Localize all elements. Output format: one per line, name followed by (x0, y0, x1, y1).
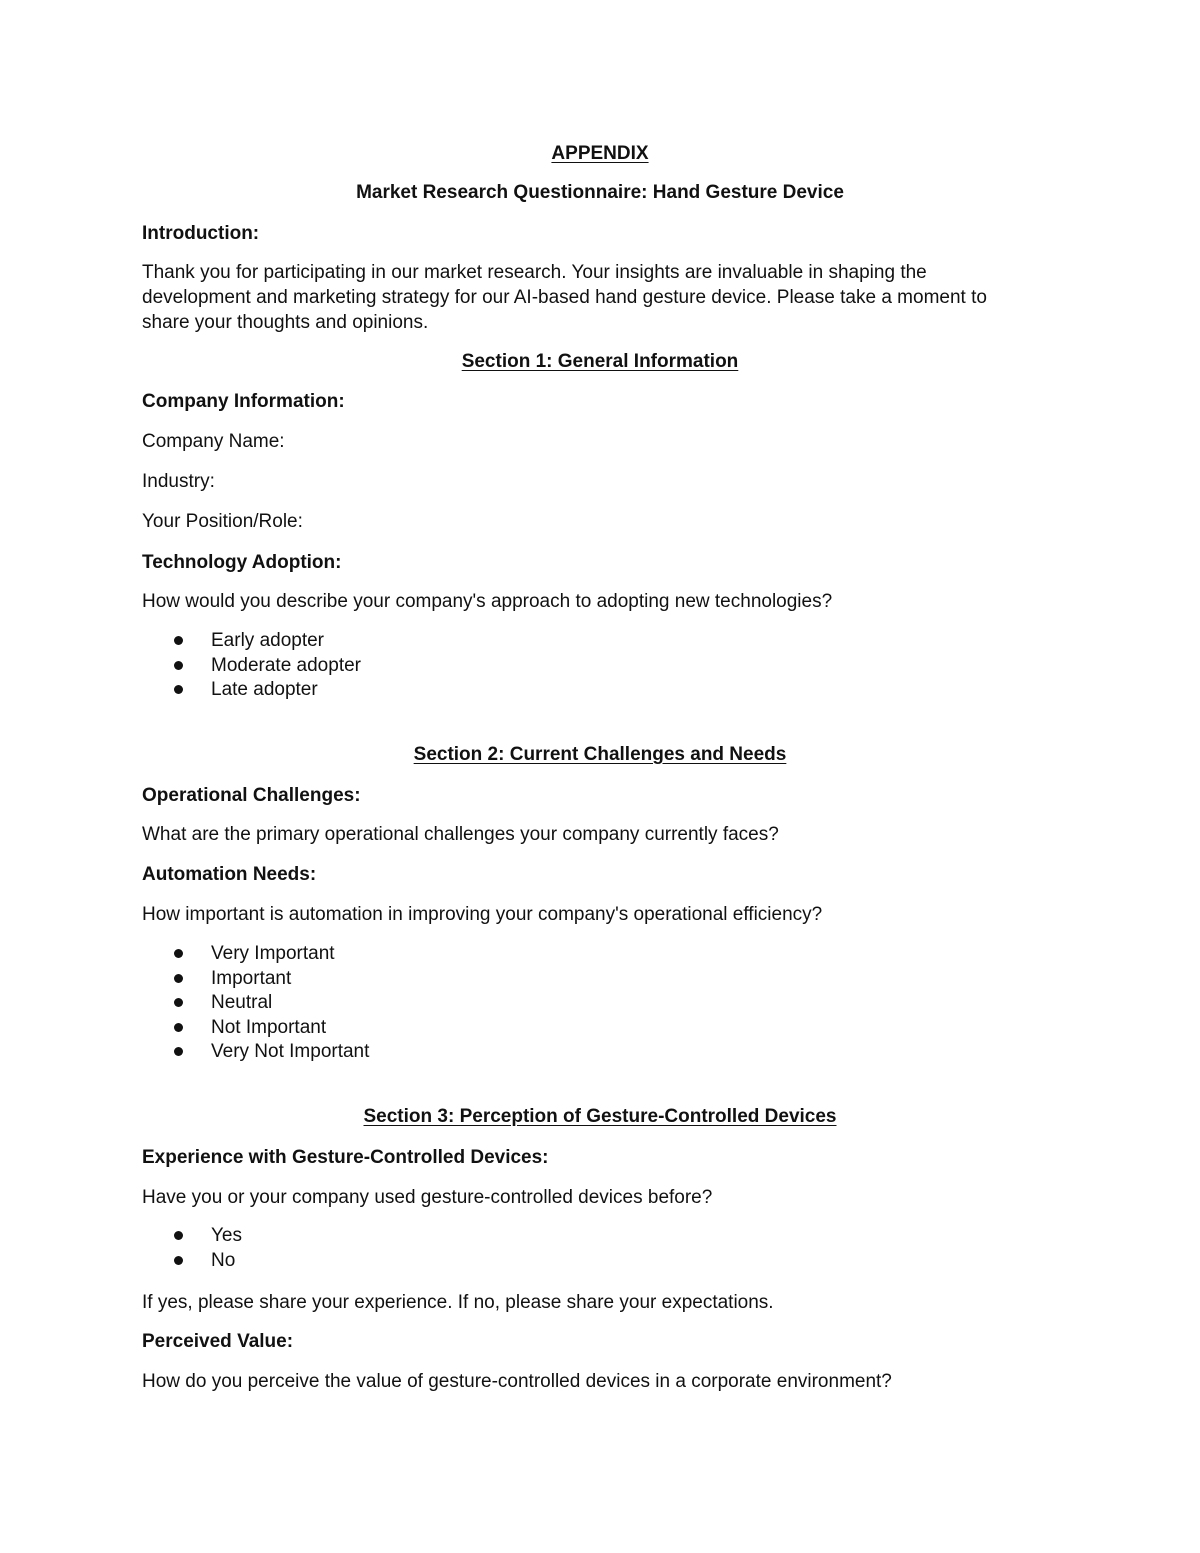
bullet-icon (174, 1256, 183, 1265)
automation-options (142, 942, 369, 1065)
tech-adoption-options (142, 629, 361, 703)
list-item: Moderate adopter (142, 654, 361, 679)
experience-followup: If yes, please share your experience. If no, please share your expectations. (142, 1292, 774, 1313)
bullet-icon (174, 974, 183, 983)
perceived-value-heading: Perceived Value: (142, 1331, 294, 1352)
bullet-icon (174, 949, 183, 958)
appendix-title: APPENDIX (551, 143, 649, 164)
experience-question: Have you or your company used gesture-controlled devices before? (142, 1187, 713, 1208)
position-label: Your Position/Role: (142, 511, 303, 532)
list-item: No (142, 1249, 242, 1274)
experience-heading: Experience with Gesture-Controlled Devices: (142, 1147, 549, 1168)
section2-title: Section 2: Current Challenges and Needs (413, 744, 787, 765)
intro-paragraph (142, 260, 1042, 335)
list-item: Early adopter (142, 629, 361, 654)
list-item: Late adopter (142, 678, 361, 703)
bullet-icon (174, 661, 183, 670)
tech-adoption-heading: Technology Adoption: (142, 552, 342, 573)
automation-needs-heading: Automation Needs: (142, 864, 317, 885)
intro-heading: Introduction: (142, 223, 260, 244)
industry-label: Industry: (142, 471, 215, 492)
tech-adoption-question: How would you describe your company's approach to adopting new technologies? (142, 591, 833, 612)
list-item: Neutral (142, 991, 369, 1016)
list-item: Not Important (142, 1016, 369, 1041)
perceived-value-question: How do you perceive the value of gesture-controlled devices in a corporate environment? (142, 1371, 892, 1392)
bullet-icon (174, 685, 183, 694)
bullet-icon (174, 1023, 183, 1032)
document-title: Market Research Questionnaire: Hand Gesture Device (356, 182, 844, 203)
section1-title: Section 1: General Information (461, 351, 739, 372)
bullet-icon (174, 998, 183, 1007)
intro-line: Thank you for participating in our market research. Your insights are invaluable in shaping the (142, 262, 927, 283)
list-item: Yes (142, 1224, 242, 1249)
operational-challenges-question: What are the primary operational challenges your company currently faces? (142, 824, 779, 845)
intro-line: share your thoughts and opinions. (142, 312, 429, 333)
list-item: Important (142, 967, 369, 992)
list-item: Very Important (142, 942, 369, 967)
bullet-icon (174, 636, 183, 645)
operational-challenges-heading: Operational Challenges: (142, 785, 361, 806)
experience-options (142, 1224, 242, 1273)
intro-line: development and marketing strategy for our AI-based hand gesture device. Please take a moment to (142, 287, 987, 308)
list-item: Very Not Important (142, 1040, 369, 1065)
automation-needs-question: How important is automation in improving your company's operational efficiency? (142, 904, 823, 925)
company-info-heading: Company Information: (142, 391, 345, 412)
bullet-icon (174, 1047, 183, 1056)
bullet-icon (174, 1231, 183, 1240)
section3-title: Section 3: Perception of Gesture-Controlled Devices (363, 1106, 837, 1127)
company-name-label: Company Name: (142, 431, 285, 452)
